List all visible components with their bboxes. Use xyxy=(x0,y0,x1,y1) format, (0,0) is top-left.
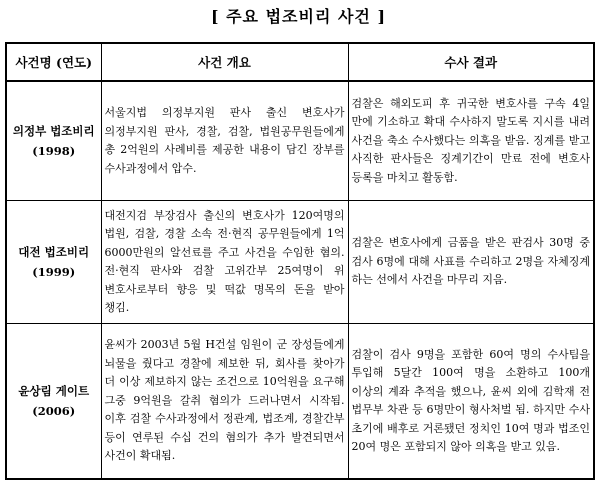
column-header-summary: 사건 개요 xyxy=(101,43,348,81)
case-name-cell xyxy=(6,81,101,201)
case-summary: 윤씨가 2003년 5월 H건설 임원이 군 장성들에게 뇌물을 줬다고 경찰에 제보한 뒤, 회사를 찾아가 더 이상 제보하지 않는 조건으로 10억원을 요구해 그중 9억원을 갈취 혐의가 드러나면서 시작됨. 이후 검찰 수사과정에서 정관계, 법조계, 경찰간부 등이 연루된 수십 건의 혐의가 추가 발견되면서 사건이 확대됨. xyxy=(101,324,348,480)
case-summary: 대전지검 부장검사 출신의 변호사가 120여명의 법원, 검찰, 경찰 소속 전·현직 공무원들에게 1억 6000만원의 알선료를 주고 사건을 수임한 혐의. 전·현직 판사와 검찰 고위간부 25여명이 위 변호사로부터 향응 및 떡값 명목의 돈을 받아 챙김. xyxy=(101,201,348,324)
case-result: 검찰은 해외도피 후 귀국한 변호사를 구속 4일 만에 기소하고 확대 수사하지 말도록 지시를 내려 사건을 축소 수사했다는 의혹을 받음. 징계를 받고 사직한 판사들은 징계기간이 만료 전에 변호사 등록을 마치고 활동함. xyxy=(348,81,594,201)
table-row xyxy=(6,201,594,324)
case-year: (1998) xyxy=(32,144,76,158)
case-summary: 서울지법 의정부지원 판사 출신 변호사가 의정부지원 판사, 경찰, 검찰, 법원공무원들에게 총 2억원의 사례비를 제공한 내용이 담긴 장부를 수사과정에서 압수. xyxy=(101,81,348,201)
case-result: 검찰이 검사 9명을 포함한 60여 명의 수사팀을 투입해 5달간 100여 명을 소환하고 100개 이상의 계좌 추적을 했으나, 윤씨 외에 김학재 전 법무부 차관 등 6명만이 형사처벌 됨. 하지만 수사 초기에 배후로 거론됐던 정치인 10여 명과 법조인 20여 명은 포함되지 않아 의혹을 받고 있음. xyxy=(348,324,594,480)
table-row xyxy=(6,81,594,201)
column-header-case-name: 사건명 (연도) xyxy=(6,43,101,81)
case-year: (2006) xyxy=(32,404,76,418)
case-year: (1999) xyxy=(32,265,76,279)
case-name: 대전 법조비리 xyxy=(18,245,90,259)
column-header-result: 수사 결과 xyxy=(348,43,594,81)
table-row xyxy=(6,324,594,480)
case-result: 검찰은 변호사에게 금품을 받은 판검사 30명 중 검사 6명에 대해 사표를 수리하고 2명을 자체징계 하는 선에서 사건을 마무리 지음. xyxy=(348,201,594,324)
case-name: 의정부 법조비리 xyxy=(12,124,95,138)
case-name: 윤상림 게이트 xyxy=(18,384,90,398)
document-title: [ 주요 법조비리 사건 ] xyxy=(210,7,387,26)
case-name-cell xyxy=(6,324,101,480)
case-table xyxy=(5,42,595,480)
table-header-row xyxy=(6,43,594,81)
case-name-cell xyxy=(6,201,101,324)
